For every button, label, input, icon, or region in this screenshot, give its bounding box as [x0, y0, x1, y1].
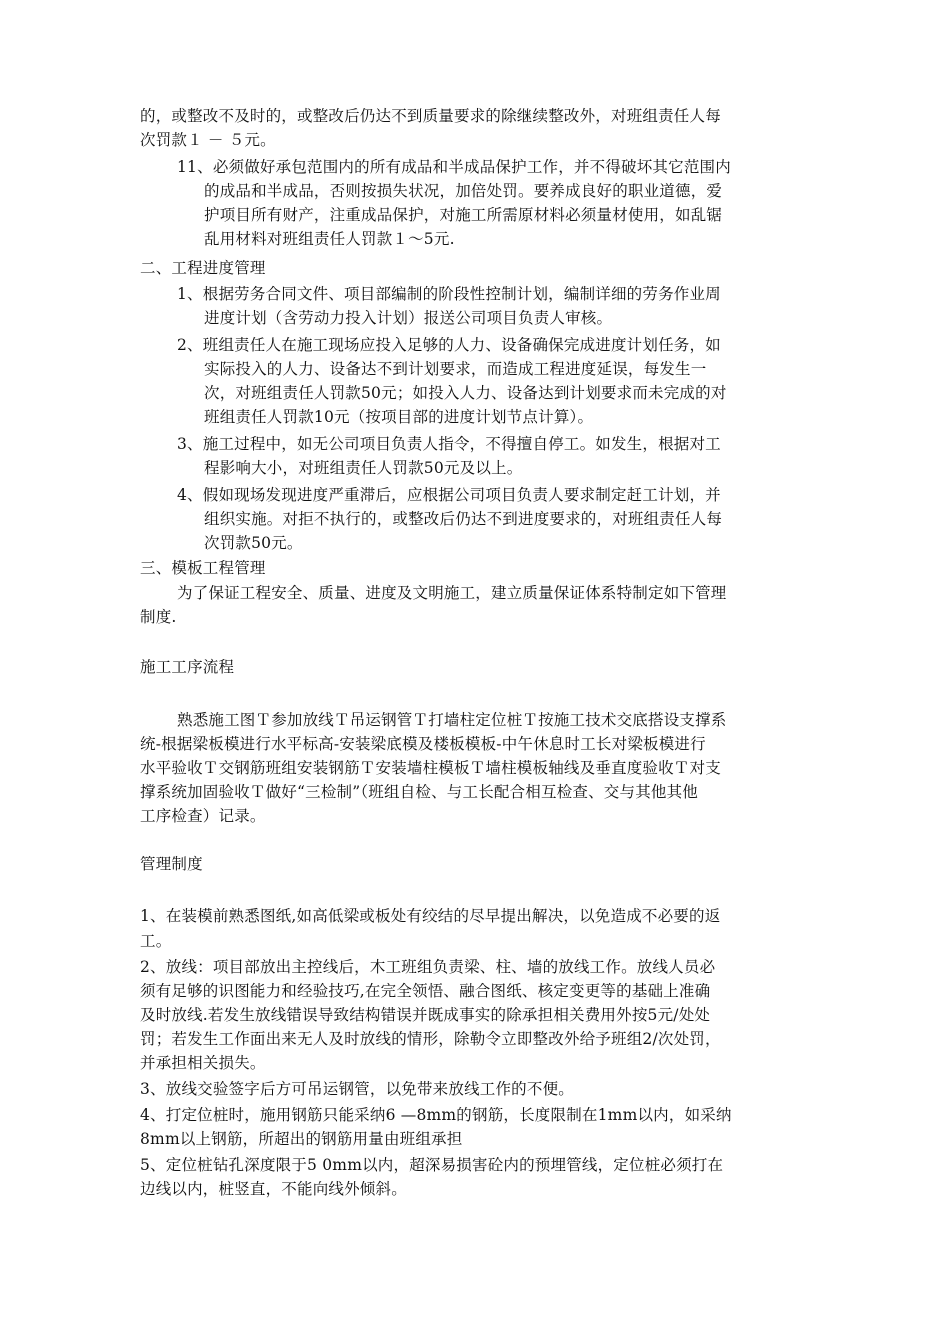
text-line: 组织实施。对拒不执行的，或整改后仍达不到进度要求的，对班组责任人每	[204, 510, 723, 528]
text-line: 边线以内，桩竖直，不能向线外倾斜。	[140, 1180, 407, 1198]
text-line: 程影响大小，对班组责任人罚款50元及以上。	[204, 459, 523, 477]
paragraph-line: 为了保证工程安全、质量、进度及文明施工，建立质量保证体系特制定如下管理	[177, 584, 727, 602]
list-item-3: 3、放线交验签字后方可吊运钢管，以免带来放线工作的不便。	[140, 1080, 574, 1098]
text-line: 须有足够的识图能力和经验技巧,在完全领悟、融合图纸、核定变更等的基础上准确	[140, 982, 711, 1000]
text-line: 的，或整改不及时的，或整改后仍达不到质量要求的除继续整改外，对班组责任人每	[140, 107, 721, 125]
text-line: 次，对班组责任人罚款50元；如投入人力、设备达到计划要求而未完成的对	[204, 384, 727, 402]
text-line: 班组责任人罚款10元（按项目部的进度计划节点计算）。	[204, 408, 594, 426]
text-line: 制度.	[140, 608, 177, 626]
list-item-1: 1、在装模前熟悉图纸,如高低梁或板处有绞结的尽早提出解决，以免造成不必要的返	[140, 907, 721, 925]
subheading: 管理制度	[140, 855, 203, 873]
text-line: 工序检查）记录。	[140, 807, 266, 825]
list-item-2: 2、班组责任人在施工现场应投入足够的人力、设备确保完成进度计划任务，如	[177, 336, 721, 354]
text-line: 进度计划（含劳动力投入计划）报送公司项目负责人审核。	[204, 309, 613, 327]
text-line: 撑系统加固验收Ｔ做好“三检制”（班组自检、与工长配合相互检查、交与其他其他	[140, 783, 699, 801]
text-line: 乱用材料对班组责任人罚款１〜5元.	[204, 230, 455, 248]
list-item-4: 4、打定位桩时，施用钢筋只能采纳6 —8mm的钢筋，长度限制在1mm以内，如采纳	[140, 1106, 732, 1124]
list-item-5: 5、定位桩钻孔深度限于5 0mm以内，超深易损害砼内的预埋管线，定位桩必须打在	[140, 1156, 724, 1174]
list-item-3: 3、施工过程中，如无公司项目负责人指令，不得擅自停工。如发生，根据对工	[177, 435, 721, 453]
text-line: 工。	[140, 932, 172, 950]
text-line: 及时放线.若发生放线错误导致结构错误并既成事实的除承担相关费用外按5元/处处	[140, 1006, 711, 1024]
text-line: 统-根据梁板模进行水平标高-安装梁底模及楼板模板-中午休息时工长对梁板模进行	[140, 735, 706, 753]
paragraph-line: 熟悉施工图Ｔ参加放线Ｔ吊运钢管Ｔ打墙柱定位桩Ｔ按施工技术交底搭设支撑系	[177, 711, 727, 729]
list-item-4: 4、假如现场发现进度严重滞后，应根据公司项目负责人要求制定赶工计划，并	[177, 486, 721, 504]
text-line: 罚；若发生工作面出来无人及时放线的情形，除勒令立即整改外给予班组2/次处罚，	[140, 1030, 721, 1048]
text-line: 护项目所有财产，注重成品保护，对施工所需原材料必须量材使用，如乱锯	[204, 206, 723, 224]
section-heading: 二、工程进度管理	[140, 259, 266, 277]
text-line: 次罚款50元。	[204, 534, 303, 552]
list-item-11: 11、必须做好承包范围内的所有成品和半成品保护工作，并不得破坏其它范围内	[177, 158, 731, 176]
text-line: 实际投入的人力、设备达不到计划要求，而造成工程进度延误，每发生一	[204, 360, 707, 378]
text-line: 水平验收Ｔ交钢筋班组安装钢筋Ｔ安装墙柱模板Ｔ墙柱模板轴线及垂直度验收Ｔ对支	[140, 759, 721, 777]
section-heading: 三、模板工程管理	[140, 559, 266, 577]
list-item-2: 2、放线：项目部放出主控线后，木工班组负责梁、柱、墙的放线工作。放线人员必	[140, 958, 716, 976]
text-line: 的成品和半成品，否则按损失状况，加倍处罚。要养成良好的职业道德，爱	[204, 182, 723, 200]
list-item-1: 1、根据劳务合同文件、项目部编制的阶段性控制计划，编制详细的劳务作业周	[177, 285, 721, 303]
text-line: 并承担相关损失。	[140, 1054, 266, 1072]
text-line: 8mm以上钢筋，所超出的钢筋用量由班组承担	[140, 1130, 463, 1148]
subheading: 施工工序流程	[140, 658, 235, 676]
text-line: 次罚款１ － ５元。	[140, 131, 276, 149]
